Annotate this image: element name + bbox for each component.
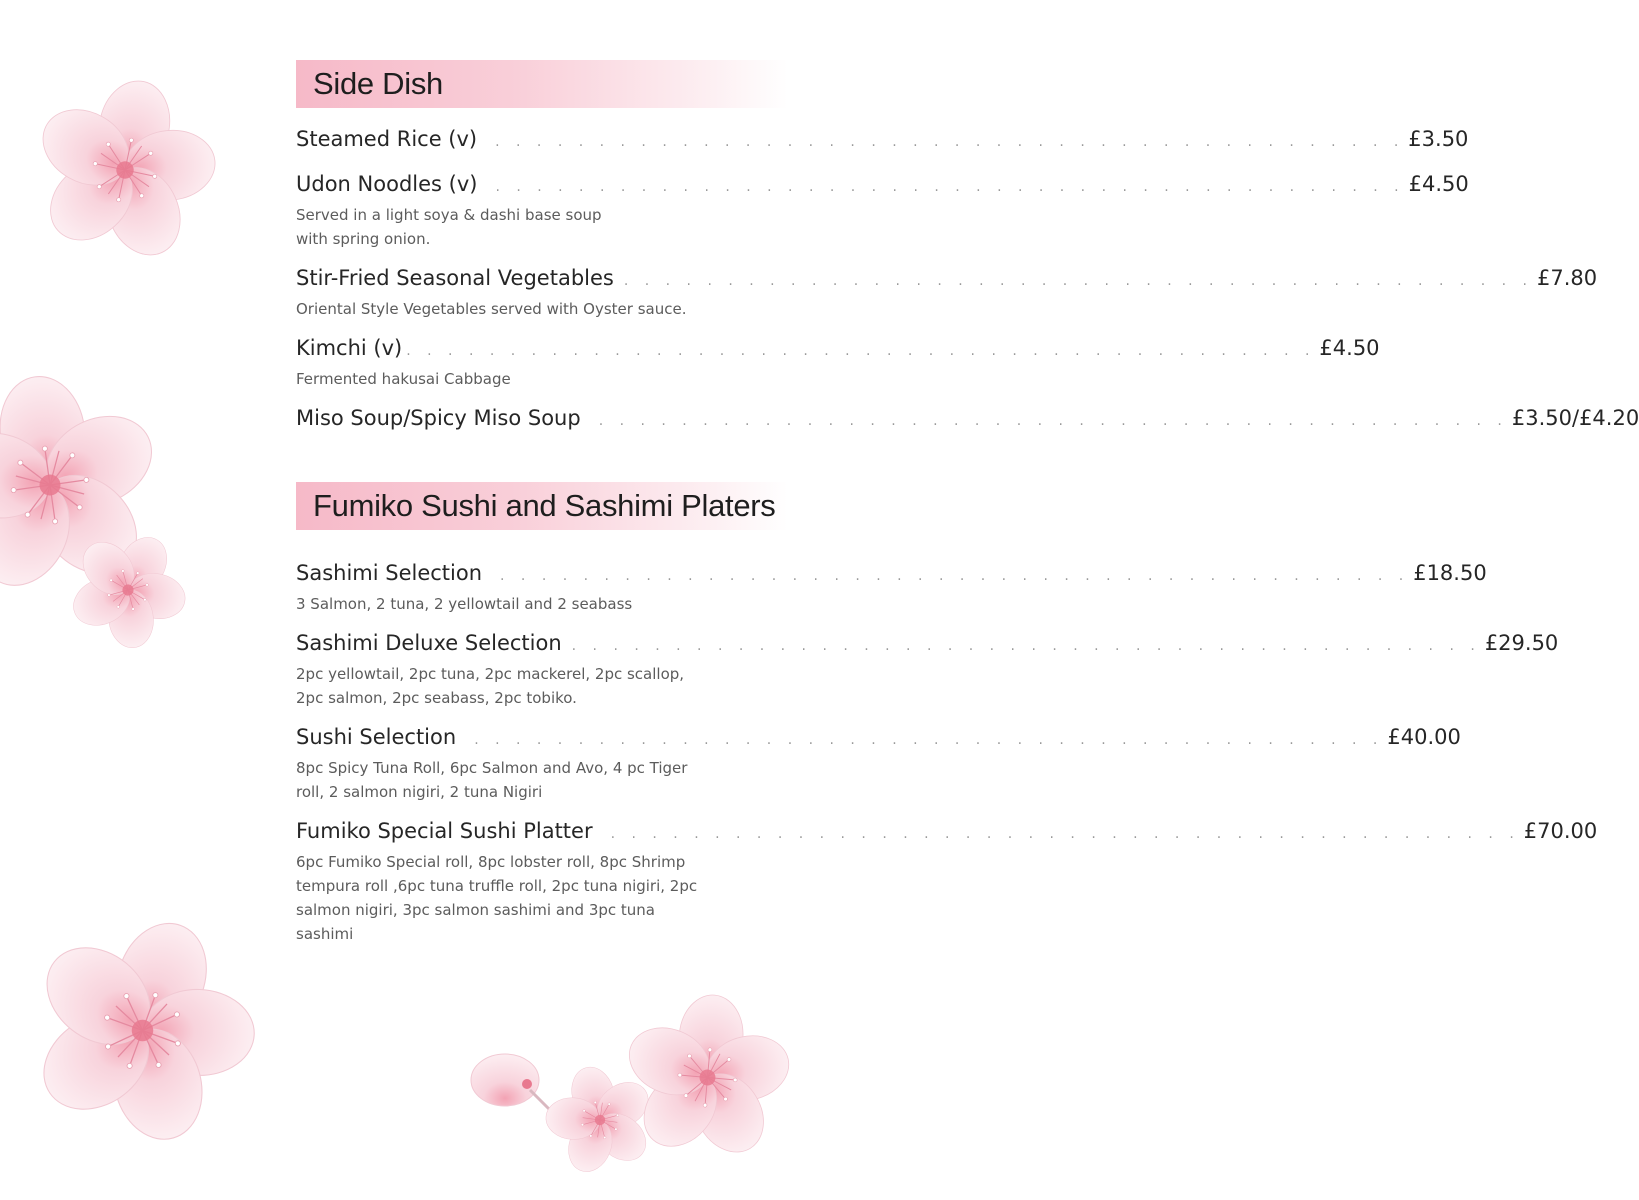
item-name: Stir-Fried Seasonal Vegetables bbox=[296, 266, 614, 290]
item-name: Sashimi Selection bbox=[296, 561, 483, 585]
item-price: £70.00 bbox=[1523, 819, 1598, 843]
item-price: £7.80 bbox=[1537, 266, 1598, 290]
cherry-blossom-icon bbox=[58, 525, 198, 655]
side-dish-list bbox=[296, 124, 1639, 436]
item-description: Served in a light soya & dashi base soup with spring onion. bbox=[296, 206, 602, 248]
cherry-blossom-icon bbox=[30, 85, 220, 255]
item-price: £4.50 bbox=[1408, 172, 1469, 196]
dot-leader: . . . . . . . . . . . . . . . . . . . . . . . . . . . . . . . . . . . . . . . . . . . . bbox=[406, 343, 1316, 359]
item-price: £29.50 bbox=[1484, 631, 1559, 655]
cherry-blossom-icon bbox=[620, 995, 795, 1160]
item-description: 2pc yellowtail, 2pc tuna, 2pc mackerel, 2pc scallop, 2pc salmon, 2pc seabass, 2pc tobiko. bbox=[296, 665, 685, 707]
menu-item bbox=[296, 816, 1598, 946]
menu-item bbox=[296, 558, 1487, 616]
item-name: Udon Noodles (v) bbox=[296, 172, 478, 196]
item-price: £3.50 bbox=[1408, 127, 1469, 151]
item-price: £18.50 bbox=[1413, 561, 1487, 585]
platters-list bbox=[296, 558, 1598, 946]
menu-item bbox=[296, 263, 1598, 321]
item-description: 3 Salmon, 2 tuna, 2 yellowtail and 2 seabass bbox=[296, 595, 633, 613]
menu-item bbox=[296, 169, 1469, 251]
item-name: Kimchi (v) bbox=[296, 336, 403, 360]
dot-leader: . . . . . . . . . . . . . . . . . . . . . . . . . . . . . . . . . . . . . . . . . . . . bbox=[495, 134, 1405, 150]
menu-content bbox=[296, 60, 1639, 958]
item-name: Miso Soup/Spicy Miso Soup bbox=[296, 406, 581, 430]
item-name: Sashimi Deluxe Selection bbox=[296, 631, 562, 655]
menu-item bbox=[296, 333, 1380, 391]
item-description: Oriental Style Vegetables served with Oyster sauce. bbox=[296, 300, 687, 318]
dot-leader: . . . . . . . . . . . . . . . . . . . . . . . . . . . . . . . . . . . . . . . . . . . . bbox=[495, 179, 1405, 195]
section-title-platters: Fumiko Sushi and Sashimi Platers bbox=[296, 482, 788, 530]
menu-item bbox=[296, 403, 1639, 436]
cherry-blossom-icon bbox=[30, 918, 255, 1143]
dot-leader: . . . . . . . . . . . . . . . . . . . . . . . . . . . . . . . . . . . . . . . . . . . . bbox=[571, 638, 1481, 654]
dot-leader: . . . . . . . . . . . . . . . . . . . . . . . . . . . . . . . . . . . . . . . . . . . . bbox=[500, 568, 1410, 584]
item-price: £4.50 bbox=[1319, 336, 1380, 360]
dot-leader: . . . . . . . . . . . . . . . . . . . . . . . . . . . . . . . . . . . . . . . . . . . . bbox=[610, 826, 1520, 842]
item-description: 8pc Spicy Tuna Roll, 6pc Salmon and Avo, 4 pc Tiger roll, 2 salmon nigiri, 2 tuna Nigiri bbox=[296, 759, 688, 801]
item-price: £3.50/£4.20 bbox=[1511, 406, 1639, 430]
section-title-side-dish: Side Dish bbox=[296, 60, 788, 108]
menu-item bbox=[296, 628, 1559, 710]
dot-leader: . . . . . . . . . . . . . . . . . . . . . . . . . . . . . . . . . . . . . . . . . . . . bbox=[623, 273, 1534, 289]
item-description: 6pc Fumiko Special roll, 8pc lobster roll, 8pc Shrimp tempura roll ,6pc tuna truffle roll, 2pc tuna nigiri, 2pc salmon nigiri, 3pc salmon sashimi and 3pc tuna sashimi bbox=[296, 853, 698, 943]
item-price: £40.00 bbox=[1387, 725, 1461, 749]
item-name: Sushi Selection bbox=[296, 725, 457, 749]
menu-item bbox=[296, 722, 1461, 804]
dot-leader: . . . . . . . . . . . . . . . . . . . . . . . . . . . . . . . . . . . . . . . . . . . . bbox=[598, 413, 1508, 429]
item-name: Steamed Rice (v) bbox=[296, 127, 478, 151]
item-description: Fermented hakusai Cabbage bbox=[296, 370, 511, 388]
cherry-blossom-icon bbox=[460, 1040, 550, 1120]
dot-leader: . . . . . . . . . . . . . . . . . . . . . . . . . . . . . . . . . . . . . . . . . . . . bbox=[474, 732, 1384, 748]
item-name: Fumiko Special Sushi Platter bbox=[296, 819, 593, 843]
menu-item bbox=[296, 124, 1469, 157]
